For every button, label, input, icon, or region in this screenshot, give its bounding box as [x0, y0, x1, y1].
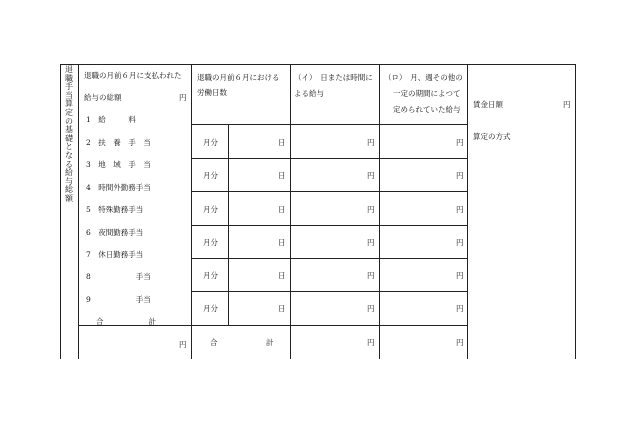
- col3-divider: [379, 64, 380, 359]
- day-unit: 日: [278, 138, 286, 147]
- list-item: 8 手当: [86, 272, 151, 281]
- table-left-border: [60, 64, 61, 359]
- row-line-1: [191, 158, 467, 159]
- col3-yen: 円: [367, 205, 375, 214]
- col2-header: 退職の月前６月における: [197, 73, 280, 82]
- col1-divider: [191, 64, 192, 359]
- list-item: 1 給 料: [86, 115, 136, 124]
- col4-yen: 円: [456, 271, 464, 280]
- row-line-5: [191, 291, 467, 292]
- col4-header-2: 一定の期間によつて: [393, 89, 461, 98]
- col3-yen: 円: [367, 138, 375, 147]
- row-line-3: [191, 225, 467, 226]
- row-line-4: [191, 258, 467, 259]
- col4-header-3: 定められていた給与: [393, 105, 461, 114]
- month-label: 月分: [203, 171, 218, 180]
- day-unit: 日: [278, 238, 286, 247]
- side-label: 退職手当算定の基礎となる給与総額: [65, 65, 73, 203]
- col2-header-2: 労働日数: [197, 88, 227, 97]
- list-item: 5 特殊勤務手当: [86, 205, 144, 214]
- col4-yen: 円: [456, 238, 464, 247]
- side-label-divider: [78, 64, 79, 359]
- col3-header-2: よる給与: [294, 89, 324, 98]
- col1-header-yen: 円: [179, 93, 187, 102]
- col4-divider: [467, 64, 468, 359]
- month-label: 月分: [203, 238, 218, 247]
- day-unit: 日: [278, 304, 286, 313]
- list-item: 2 扶 養 手 当: [86, 138, 151, 147]
- col3-yen: 円: [367, 171, 375, 180]
- col2-divider: [290, 64, 291, 359]
- list-item: 3 地 域 手 当: [86, 160, 151, 169]
- col4-yen: 円: [456, 138, 464, 147]
- col2-total-b: 計: [266, 338, 274, 347]
- table-right-border: [575, 64, 576, 359]
- table-top-border: [60, 64, 575, 65]
- day-unit: 日: [278, 205, 286, 214]
- calculation-method-label: 算定の方式: [473, 132, 511, 141]
- col3-yen: 円: [367, 304, 375, 313]
- day-unit: 日: [278, 271, 286, 280]
- col3-yen: 円: [367, 338, 375, 347]
- col1-total-yen: 円: [179, 340, 187, 349]
- col4-yen: 円: [456, 304, 464, 313]
- row-line-6: [191, 325, 467, 326]
- row-line-2: [191, 191, 467, 192]
- col4-header: （ロ） 月、週その他の: [384, 73, 463, 82]
- list-item: 7 休日勤務手当: [86, 250, 144, 259]
- month-label: 月分: [203, 271, 218, 280]
- list-item: 9 手当: [86, 295, 151, 304]
- day-unit: 日: [278, 171, 286, 180]
- month-label: 月分: [203, 304, 218, 313]
- wage-daily-yen: 円: [563, 100, 571, 109]
- month-label: 月分: [203, 205, 218, 214]
- list-item: 6 夜間勤務手当: [86, 228, 144, 237]
- header-bottom-border: [191, 124, 467, 125]
- col4-yen: 円: [456, 338, 464, 347]
- col3-yen: 円: [367, 238, 375, 247]
- col3-yen: 円: [367, 271, 375, 280]
- col1-header-2: 給与の総額: [84, 93, 122, 102]
- col4-yen: 円: [456, 171, 464, 180]
- col1-header: 退職の月前６月に支払われた: [84, 71, 182, 80]
- month-label: 月分: [203, 138, 218, 147]
- col3-header: （イ） 日または時間に: [294, 73, 373, 82]
- wage-daily-label: 賃金日額: [473, 100, 503, 109]
- col2-total-a: 合: [210, 338, 218, 347]
- col4-yen: 円: [456, 205, 464, 214]
- col1-total-label: 合 計: [96, 317, 156, 326]
- list-item: 4 時間外勤務手当: [86, 183, 151, 192]
